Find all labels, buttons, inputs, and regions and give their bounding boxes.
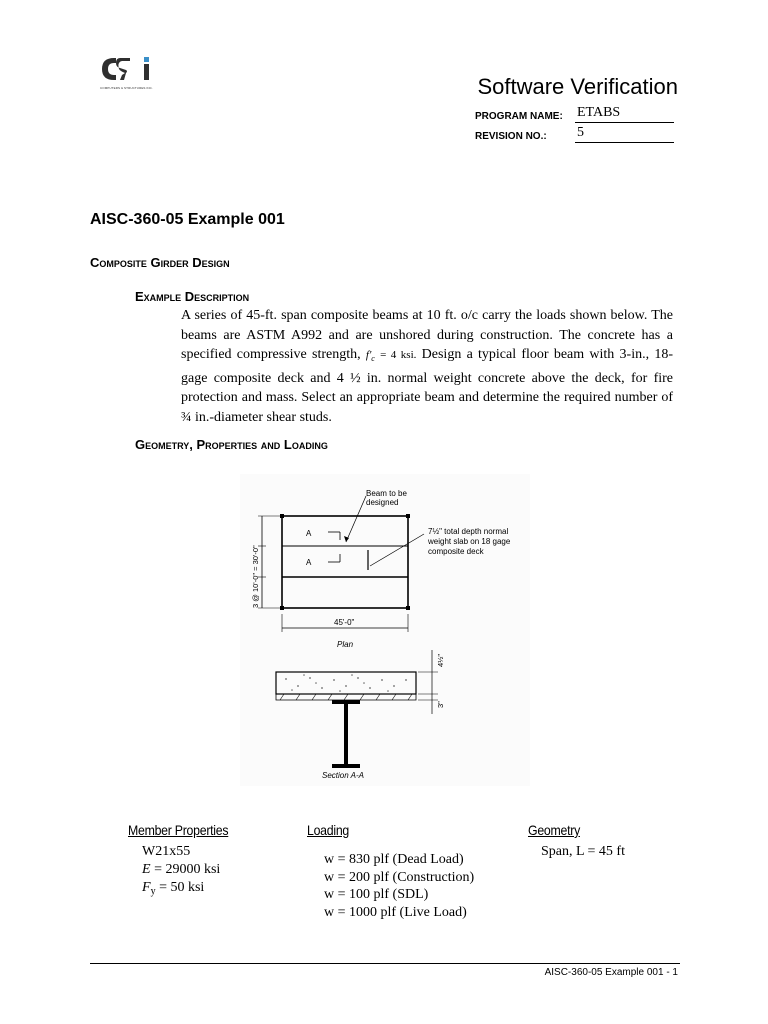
slab-label-line-2: weight slab on 18 gage [428, 537, 511, 546]
document-title: Software Verification [477, 74, 678, 99]
fc-value: = 4 ksi. [380, 349, 417, 361]
description-heading: Example Description [135, 289, 250, 304]
logo-tagline: COMPUTERS & STRUCTURES INC. [100, 86, 153, 90]
example-title: AISC-360-05 Example 001 [90, 211, 285, 228]
footer-rule [90, 963, 680, 964]
section-caption: Section A-A [322, 771, 364, 780]
load-dead: w = 830 plf (Dead Load) [324, 852, 464, 867]
modulus-value: E = 29000 ksi [142, 862, 221, 877]
description-text-2: Design a typical floor beam with 3-in., 18-gage composite deck and 4 ½ in. normal weight concrete above the deck, for fire protection and mass. Select an appropriate beam and determine the required number of ¾ in.-diameter shear studs. [181, 347, 674, 425]
revision-label: REVISION NO.: [475, 131, 547, 142]
loading-heading: Loading [307, 822, 350, 838]
plan-caption: Plan [337, 640, 354, 649]
slab-label-line-3: composite deck [428, 547, 484, 556]
member-properties-heading: Member Properties [128, 822, 229, 838]
load-live: w = 1000 plf (Live Load) [324, 905, 467, 920]
horizontal-dimension: 45'-0" [334, 618, 355, 627]
beam-label-line-1: Beam to be [366, 489, 407, 498]
section-mark-a-bottom: A [306, 558, 312, 567]
geometry-column-heading: Geometry [528, 822, 580, 838]
section-title: Composite Girder Design [90, 255, 230, 270]
load-construction: w = 200 plf (Construction) [324, 870, 475, 885]
program-name-row [475, 106, 675, 126]
load-sdl: w = 100 plf (SDL) [324, 887, 429, 902]
description-paragraph [181, 306, 673, 427]
program-name-label: PROGRAM NAME: [475, 111, 563, 122]
beam-section: W21x55 [142, 844, 191, 859]
fc-symbol: $f'_c$ [365, 349, 375, 364]
beam-label-line-2: designed [366, 498, 399, 507]
revision-row [475, 126, 675, 146]
vertical-dimension: 3 @ 10'-0" = 30'-0" [251, 545, 260, 608]
plan-and-section-figure [240, 474, 530, 786]
program-name-value: ETABS [575, 106, 674, 123]
geometry-heading: Geometry, Properties and Loading [135, 437, 328, 452]
span-value: Span, L = 45 ft [541, 844, 625, 859]
section-mark-a-top: A [306, 529, 312, 538]
description-text-1: A series of 45-ft. span composite beams at 10 ft. o/c carry the loads shown below. The beams are ASTM A992 and are unshored during construction. The concrete has a specified compressive strength, [181, 308, 673, 362]
revision-value: 5 [575, 126, 674, 143]
page-footer: AISC-360-05 Example 001 - 1 [544, 967, 678, 978]
slab-label-line-1: 7½" total depth normal [428, 527, 509, 536]
yield-strength-value: $F_y = 50$ ksi [142, 880, 205, 897]
deck-depth-dim: 3" [436, 701, 445, 708]
slab-depth-dim: 4½" [436, 653, 445, 667]
